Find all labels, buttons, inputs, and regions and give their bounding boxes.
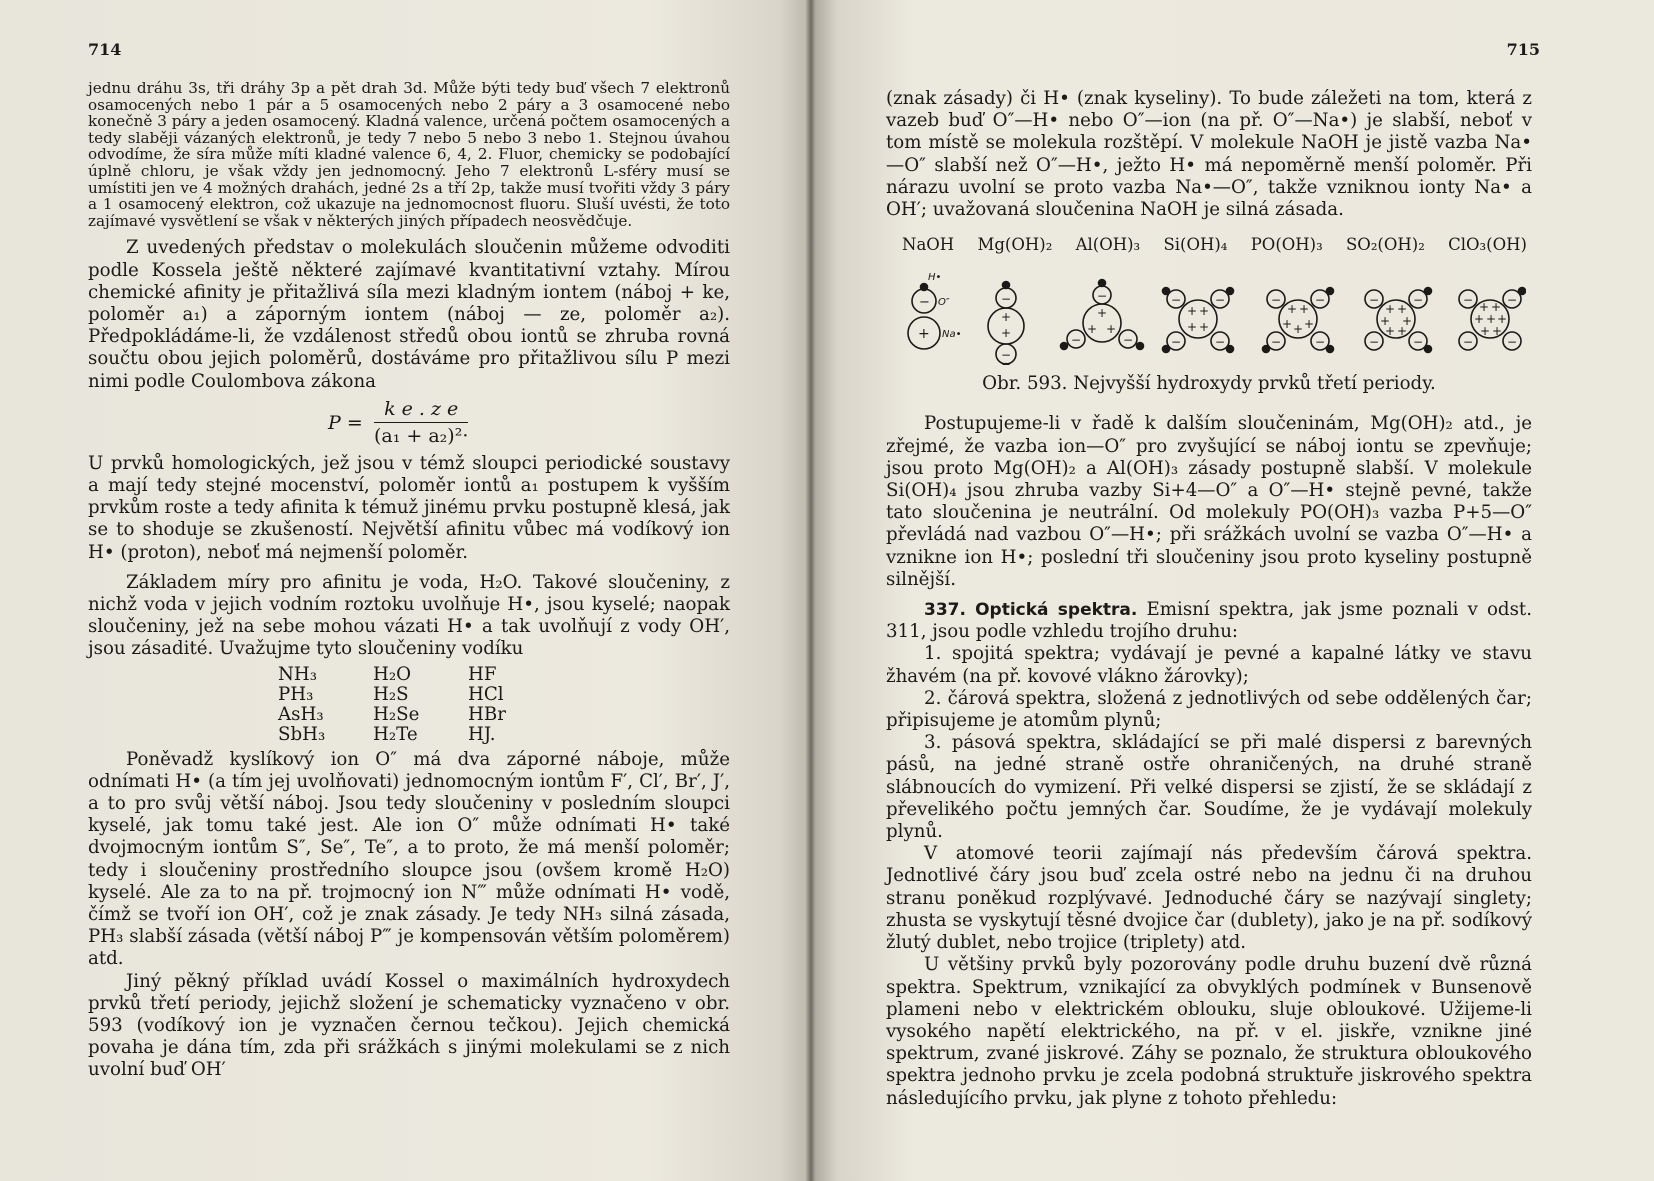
section-number: 337. (924, 600, 966, 621)
table-cell: SbH₃ (278, 723, 326, 745)
svg-text:−: − (1171, 335, 1182, 350)
svg-text:+: + (1497, 312, 1508, 327)
table-cell: HCl (468, 683, 504, 705)
svg-text:+: + (1106, 322, 1117, 337)
table-cell: AsH₃ (278, 703, 324, 725)
svg-text:−: − (1215, 293, 1226, 308)
aloh3-molecule (1061, 280, 1144, 350)
svg-text:+: + (1001, 326, 1012, 341)
table-cell: H₂S (373, 683, 409, 705)
svg-text:−: − (1171, 293, 1182, 308)
svg-text:−: − (1315, 293, 1326, 308)
naoh-molecule (908, 272, 962, 349)
svg-text:+: + (1380, 314, 1391, 329)
svg-text:+: + (1087, 322, 1098, 337)
formula-denominator: (a₁ + a₂)²· (374, 424, 469, 447)
svg-text:−: − (1271, 335, 1282, 350)
list-item: 1. spojitá spektra; vydávají je pevné a kapalné látky ve stavu žhavém (na př. kovové vlákno žárovky); (886, 643, 1532, 687)
svg-text:−: − (1001, 348, 1012, 363)
table-row (278, 705, 563, 725)
table-cell: H₂Se (373, 703, 420, 725)
paragraph: Postupujeme-li v řadě k dalším sloučeninám, Mg(OH)₂ atd., je zřejmé, že vazba ion—O″ pro zvyšující se náboj iontu se zpevňuje; jsou proto Mg(OH)₂ a Al(OH)₃ zásady postupně slabší. V molekule Si(OH)₄ jsou zhruba vazby Si+4—O″ a O″—H• stejně pevné, takže tato sloučenina je neutrální. Od molekuly PO(OH)₃ vazba P+5—O″ převládá nad vazbou O″—H•; při srážkách uvolní se vazba O″—H• a vznikne ion H•; poslední tři sloučeniny jsou proto kyseliny postupně silnější. (886, 413, 1532, 590)
svg-text:+: + (1385, 324, 1396, 339)
figure-label: Al(OH)₃ (1075, 235, 1141, 255)
svg-text:+: + (1001, 310, 1012, 325)
coulomb-formula (88, 395, 730, 451)
svg-text:−: − (1507, 335, 1518, 350)
svg-text:−: − (1215, 335, 1226, 350)
table-cell: NH₃ (278, 663, 318, 685)
svg-text:−: − (1413, 293, 1424, 308)
table-row (278, 685, 563, 705)
table-cell: H₂O (373, 663, 412, 685)
svg-text:+: + (1287, 302, 1298, 317)
svg-text:+: + (1187, 304, 1198, 319)
right-column (886, 88, 1532, 1110)
table-cell: HJ. (468, 723, 496, 745)
table-row (278, 665, 563, 685)
svg-text:+: + (1282, 317, 1293, 332)
svg-text:−: − (1097, 289, 1108, 304)
figure-label: SO₂(OH)₂ (1345, 235, 1425, 255)
section-intro: Emisní spektra, jak jsme poznali v odst. 311, jsou podle vzhledu trojího druhu: (886, 599, 1532, 643)
right-page (812, 0, 1654, 1181)
figure-label: NaOH (902, 235, 955, 255)
figure-labels (902, 235, 1545, 254)
so2oh2-molecule (1365, 288, 1432, 353)
svg-text:−: − (1369, 293, 1380, 308)
book-gutter (806, 0, 816, 1181)
svg-text:+: + (1199, 304, 1210, 319)
figure-label: ClO₃(OH) (1448, 235, 1527, 255)
paragraph: Poněvadž kyslíkový ion O″ má dva záporné náboje, může odnímati H• (a tím jej uvolňovati) jednomocným iontům F′, Cl′, Br′, J′, a to pro svůj větší náboj. Jsou tedy sloučeniny v posledním sloupci kyselé, jak tomu také jest. Ale ion O″ může odnímati H• také dvojmocným iontům S″, Se″, Te″, a to proto, že má menší poloměr; tedy i sloučeniny prostředního sloupce jsou (ovšem kromě H₂O) kyselé. Ale za to na př. trojmocný ion N‴ může odnímati H• vodě, čímž se tvoří ion OH′, což je znak zásady. Je tedy NH₃ silná zásada, PH₃ slabší zásada (větší náboj P‴ je kompensován větším poloměrem) atd. (88, 748, 730, 970)
svg-text:+: + (918, 326, 930, 343)
figure-label: Mg(OH)₂ (977, 235, 1053, 255)
figure-caption: Obr. 593. Nejvyšší hydroxydy prvků třetí periody. (982, 373, 1436, 395)
small-paragraph: jednu dráhu 3s, tři dráhy 3p a pět drah 3d. Může býti tedy buď všech 7 elektronů osamocených nebo 1 pár a 5 osamocených nebo 2 páry a 3 osamocené nebo konečně 3 páry a jeden osamocený. Kladná valence, určená počtem osamocených a tedy slaběji vázaných elektronů, je tedy 7 nebo 5 nebo 3 nebo 1. Stejnou úvahou odvodíme, že síra může míti kladné valence 6, 4, 2. Fluor, chemicky se podobající úplně chloru, je však vždy jen jednomocný. Jeho 7 elektronů L-sféry musí se umístiti jen ve 4 možných drahách, jedné 2s a tří 2p, takže musí tvořiti vždy 3 páry a 1 osamocený elektron, což ukazuje na jednomocnost fluoru. Sluší uvésti, že toto zajímavé vysvětlení se však v některých jiných případech neosvědčuje. (88, 79, 730, 230)
svg-text:+: + (1491, 300, 1502, 315)
table-cell: H₂Te (373, 723, 418, 745)
formula-lhs: P = (328, 411, 363, 434)
svg-text:−: − (1071, 333, 1082, 348)
svg-text:+: + (1492, 324, 1503, 339)
svg-text:−: − (1123, 333, 1134, 348)
naoh-o-label: O″ (938, 297, 950, 309)
clo3oh-molecule (1459, 288, 1526, 351)
svg-text:+: + (1397, 302, 1408, 317)
page-number-left: 714 (88, 40, 122, 59)
svg-text:+: + (1299, 302, 1310, 317)
svg-text:+: + (1397, 324, 1408, 339)
section-title: Optická spektra. (975, 600, 1138, 621)
svg-text:−: − (919, 295, 930, 311)
mgoh2-molecule (988, 282, 1024, 366)
main-text-left (88, 237, 730, 1081)
naoh-na-label: Na• (942, 329, 962, 341)
paragraph: Základem míry pro afinitu je voda, H₂O. Takové sloučeniny, z nichž voda v jejich vodním roztoku uvolňuje H•, jsou kyselé; naopak sloučeniny, jež na sebe mohou vázati H• a tak uvolňují z vody OH′, jsou zásadité. Uvažujme tyto sloučeniny vodíku (88, 571, 730, 660)
figure-label: Si(OH)₄ (1163, 235, 1228, 255)
svg-text:−: − (1463, 335, 1474, 350)
pooh3-molecule (1263, 288, 1334, 353)
table-cell: HF (468, 663, 497, 685)
hydroxide-schematic (886, 253, 1526, 365)
paragraph: V atomové teorii zajímají nás především čárová spektra. Jednotlivé čáry jsou buď zcela ostré nebo na jednu či na druhou stranu poněkud rozplývavé. Jednoduché čáry se nazývají singlety; zhusta se vyskytují těsné dvojice čar (dublety), jako je na př. sodíkový žlutý dublet, nebo trojice (triplety) atd. (886, 843, 1532, 954)
svg-text:−: − (1315, 335, 1326, 350)
svg-text:−: − (1507, 293, 1518, 308)
sioh4-molecule (1163, 288, 1234, 353)
paragraph: (znak zásady) či H• (znak kyseliny). To bude záležeti na tom, která z vazeb buď O″—H• nebo O″—ion (na př. O″—Na•) je slabší, neboť v tom místě se molekula rozštěpí. V molekule NaOH je jistě vazba Na•—O″ slabší než O″—H•, ježto H• má nepoměrně menší poloměr. Při nárazu uvolní se proto vazba Na•—O″, takže vzniknou ionty Na• a OH′; uvažovaná sloučenina NaOH je silná zásada. (886, 88, 1532, 221)
svg-text:+: + (1486, 312, 1497, 327)
formula-numerator: k e . z e (374, 398, 468, 423)
table-row (278, 725, 563, 745)
svg-text:−: − (1369, 335, 1380, 350)
table-cell: PH₃ (278, 683, 314, 705)
list-item: 2. čárová spektra, složená z jednotlivých od sebe oddělených čar; připisujeme je atomům plynů; (886, 687, 1532, 732)
left-page (0, 0, 812, 1181)
svg-text:+: + (1385, 302, 1396, 317)
list-item: 3. pásová spektra, skládající se při malé dispersi z barevných pásů, na jedné straně ostře ohraničených, na druhé straně slábnoucích do vymizení. Při velké dispersi se zjistí, že se skládají z převelikého počtu jemných čar. Soudíme, že je vydávají molekuly plynů. (886, 732, 1532, 843)
naoh-h-label: H• (928, 272, 942, 284)
svg-text:+: + (1474, 312, 1485, 327)
svg-text:−: − (1271, 293, 1282, 308)
svg-text:+: + (1479, 300, 1490, 315)
figure-593 (886, 235, 1532, 365)
svg-text:+: + (1402, 314, 1413, 329)
svg-text:+: + (1187, 320, 1198, 335)
paragraph: Jiný pěkný příklad uvádí Kossel o maximálních hydroxydech prvků třetí periody, jejichž složení je schematicky vyznačeno v obr. 593 (vodíkový ion je vyznačen černou tečkou). Jejich chemická povaha je dána tím, zda při srážkách s jinými molekulami se z nich uvolní buď OH′ (88, 970, 730, 1081)
svg-text:+: + (1097, 306, 1108, 321)
figure-label: PO(OH)₃ (1250, 235, 1323, 255)
section-paragraph (886, 599, 1532, 643)
paragraph: U většiny prvků byly pozorovány podle druhu buzení dvě různá spektra. Spektrum, vznikající za obvyklých podmínek v Bunsenově plameni nebo v elektrickém oblouku, sluje obloukové. Užijeme-li vysokého napětí elektrického, na př. v el. jiskře, vznikne jiné spektrum, zvané jiskrové. Záhy se poznalo, že struktura obloukového spektra jednoho prvku je zcela podobná struktuře jiskrového spektra následujícího prvku, jak plyne z tohoto přehledu: (886, 954, 1532, 1109)
svg-text:+: + (1304, 317, 1315, 332)
svg-text:−: − (1001, 292, 1012, 307)
svg-text:−: − (1463, 293, 1474, 308)
small-print-block (88, 80, 730, 229)
table-cell: HBr (468, 703, 506, 725)
paragraph: Z uvedených představ o molekulách sloučenin můžeme odvoditi podle Kossela ještě některé zajímavé kvantitativní vztahy. Mírou chemické afinity je přitažlivá síla mezi kladným iontem (náboj + ke, poloměr a₁) a záporným iontem (náboj — ze, poloměr a₂). Předpokládáme-li, že vzdálenost středů obou iontů se zhruba rovná součtu obou jejich poloměrů, dostáváme pro přitažlivou sílu P mezi nimi podle Coulombova zákona (88, 237, 730, 392)
svg-text:+: + (1293, 322, 1304, 337)
formula-fraction (374, 398, 468, 447)
left-column (88, 80, 730, 1082)
svg-text:+: + (1199, 320, 1210, 335)
page-number-right: 715 (1506, 40, 1540, 59)
hydrogen-compounds-table (278, 665, 563, 745)
svg-text:−: − (1413, 335, 1424, 350)
svg-text:+: + (1480, 324, 1491, 339)
paragraph: U prvků homologických, jež jsou v témž sloupci periodické soustavy a mají tedy stejné mocenství, poloměr iontů a₁ postupem k vyšším prvkům roste a tedy afinita k témuž jinému prvku postupně klesá, jak se to shoduje se zkušeností. Největší afinitu vůbec má vodíkový ion H• (proton), neboť má nejmenší poloměr. (88, 452, 730, 563)
